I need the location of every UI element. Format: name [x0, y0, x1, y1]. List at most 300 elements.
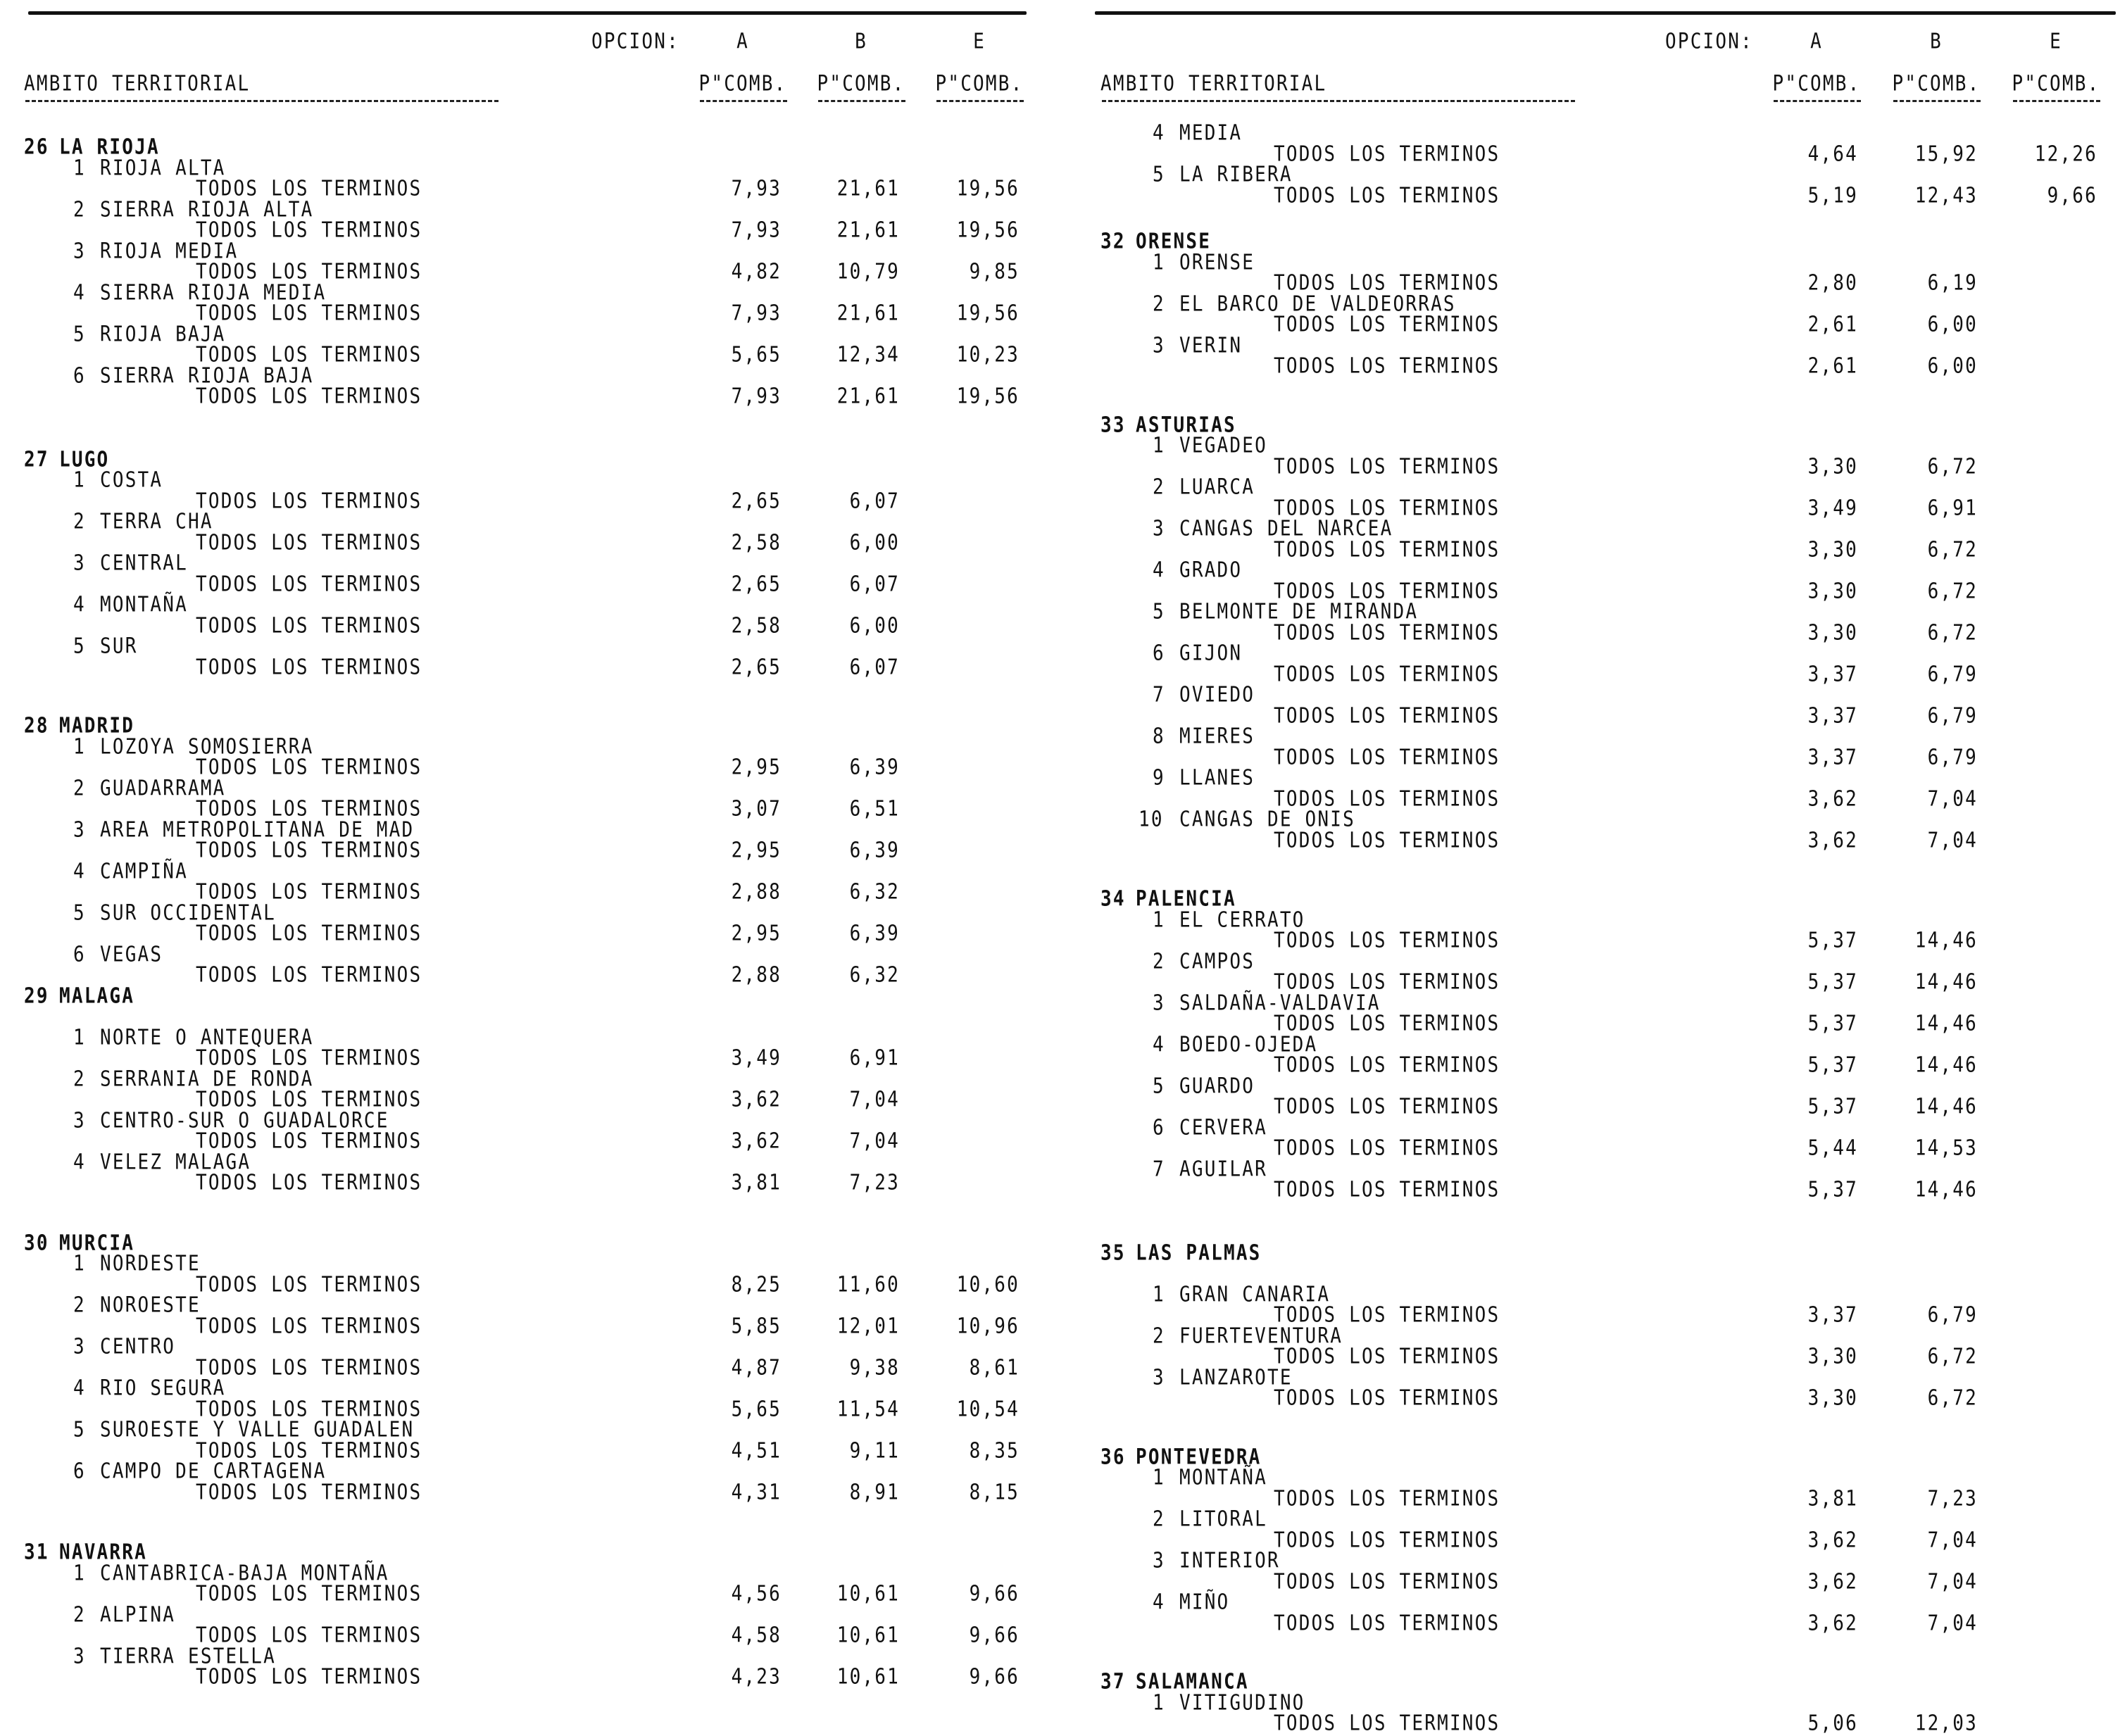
value-option-a: 2,88 [731, 880, 782, 905]
comarca-name: BOEDO-OJEDA [1179, 1032, 1318, 1057]
comarca-number: 4 [73, 859, 86, 883]
province-name: MALAGA [59, 983, 135, 1008]
terminos-label: TODOS LOS TERMINOS [1274, 141, 1500, 166]
value-option-b: 6,72 [1927, 1386, 1978, 1411]
comarca-number: 4 [73, 280, 86, 305]
value-option-a: 3,37 [1807, 745, 1858, 769]
comarca-name: RIO SEGURA [100, 1376, 226, 1401]
comarca-number: 5 [1153, 163, 1165, 187]
comarca-name: TERRA CHA [100, 510, 213, 534]
value-option-b: 9,11 [849, 1438, 900, 1463]
comarca-number: 1 [1153, 907, 1165, 932]
value-option-a: 2,80 [1807, 271, 1858, 296]
value-option-b: 6,07 [849, 655, 900, 679]
comarca-number: 7 [1153, 683, 1165, 707]
value-option-b: 7,04 [1927, 1569, 1978, 1594]
province-code: 30 [24, 1231, 49, 1255]
terminos-label: TODOS LOS TERMINOS [1274, 662, 1500, 686]
value-option-a: 3,07 [731, 797, 782, 822]
comarca-name: RIOJA BAJA [100, 322, 226, 346]
value-option-b: 14,46 [1914, 1012, 1978, 1036]
header-underline [1102, 100, 1575, 102]
value-option-a: 2,61 [1807, 354, 1858, 379]
terminos-label: TODOS LOS TERMINOS [196, 1623, 422, 1648]
comarca-name: CENTRO [100, 1335, 176, 1359]
value-option-b: 6,32 [849, 963, 900, 988]
comarca-number: 3 [1153, 1549, 1165, 1573]
value-option-b: 7,04 [1927, 828, 1978, 853]
comarca-number: 3 [73, 1644, 86, 1668]
province-name: SALAMANCA [1136, 1670, 1249, 1694]
terminos-label: TODOS LOS TERMINOS [196, 1355, 422, 1380]
value-option-a: 4,51 [731, 1438, 782, 1463]
value-option-b: 12,03 [1914, 1711, 1978, 1736]
terminos-label: TODOS LOS TERMINOS [196, 301, 422, 326]
comarca-name: GRADO [1179, 558, 1243, 583]
value-option-a: 7,93 [731, 301, 782, 326]
value-option-a: 2,95 [731, 755, 782, 780]
value-option-e: 19,56 [956, 301, 1020, 326]
ambito-territorial-header: AMBITO TERRITORIAL [24, 72, 251, 96]
province-code: 31 [24, 1540, 49, 1565]
value-option-a: 2,95 [731, 838, 782, 863]
comarca-name: MEDIA [1179, 121, 1243, 146]
terminos-label: TODOS LOS TERMINOS [1274, 1012, 1500, 1036]
province-name: LAS PALMAS [1136, 1240, 1262, 1265]
left-page-column [0, 0, 1056, 1690]
value-option-b: 10,61 [836, 1623, 900, 1648]
value-option-b: 14,46 [1914, 1095, 1978, 1119]
value-option-b: 6,79 [1927, 662, 1978, 686]
header-underline [700, 100, 787, 102]
value-option-e: 19,56 [956, 218, 1020, 243]
comarca-number: 3 [1153, 990, 1165, 1015]
comarca-number: 7 [1153, 1157, 1165, 1181]
terminos-label: TODOS LOS TERMINOS [196, 1397, 422, 1421]
terminos-label: TODOS LOS TERMINOS [1274, 183, 1500, 208]
comarca-name: MONTAÑA [100, 593, 188, 617]
comarca-name: MIÑO [1179, 1590, 1230, 1615]
value-option-b: 10,61 [836, 1665, 900, 1690]
comarca-number: 4 [73, 1376, 86, 1401]
comarca-name: VERIN [1179, 333, 1243, 358]
comarca-name: GUADARRAMA [100, 776, 226, 800]
option-a-header: A [1810, 30, 1823, 54]
value-option-b: 21,61 [836, 218, 900, 243]
comarca-name: GUARDO [1179, 1074, 1255, 1098]
terminos-label: TODOS LOS TERMINOS [196, 489, 422, 513]
comarca-name: CAMPO DE CARTAGENA [100, 1459, 327, 1484]
comarca-number: 2 [1153, 1507, 1165, 1532]
header-underline [936, 100, 1024, 102]
value-option-b: 14,53 [1914, 1136, 1978, 1161]
terminos-label: TODOS LOS TERMINOS [196, 1480, 422, 1504]
comarca-name: SERRANIA DE RONDA [100, 1067, 314, 1091]
pcomb-b-header: P"COMB. [1892, 72, 1981, 96]
value-option-e: 8,15 [969, 1480, 1020, 1504]
province-name: LA RIOJA [59, 135, 160, 160]
terminos-label: TODOS LOS TERMINOS [1274, 786, 1500, 811]
value-option-a: 3,81 [1807, 1486, 1858, 1511]
value-option-e: 8,61 [969, 1355, 1020, 1380]
comarca-number: 2 [73, 1293, 86, 1318]
value-option-b: 6,79 [1927, 745, 1978, 769]
value-option-a: 8,25 [731, 1272, 782, 1297]
pcomb-a-header: P"COMB. [1772, 72, 1861, 96]
comarca-number: 5 [73, 1418, 86, 1442]
terminos-label: TODOS LOS TERMINOS [196, 655, 422, 679]
value-option-e: 10,60 [956, 1272, 1020, 1297]
province-name: MURCIA [59, 1231, 135, 1255]
option-b-header: B [855, 30, 867, 54]
comarca-name: SUR OCCIDENTAL [100, 900, 276, 925]
province-code: 26 [24, 135, 49, 160]
comarca-name: VEGAS [100, 942, 163, 967]
terminos-label: TODOS LOS TERMINOS [196, 838, 422, 863]
value-option-a: 4,56 [731, 1582, 782, 1606]
terminos-label: TODOS LOS TERMINOS [1274, 1486, 1500, 1511]
comarca-name: GIJON [1179, 641, 1243, 666]
terminos-label: TODOS LOS TERMINOS [196, 1046, 422, 1071]
value-option-a: 3,49 [731, 1046, 782, 1071]
comarca-name: SUR [100, 634, 138, 659]
value-option-e: 9,66 [969, 1665, 1020, 1690]
comarca-number: 6 [1153, 1115, 1165, 1140]
comarca-number: 1 [73, 156, 86, 180]
option-e-header: E [973, 30, 986, 54]
value-option-a: 2,61 [1807, 313, 1858, 337]
comarca-name: COSTA [100, 468, 163, 493]
comarca-name: CERVERA [1179, 1115, 1267, 1140]
province-code: 35 [1100, 1240, 1126, 1265]
value-option-a: 4,31 [731, 1480, 782, 1504]
province-name: PONTEVEDRA [1136, 1445, 1262, 1469]
value-option-b: 21,61 [836, 301, 900, 326]
terminos-label: TODOS LOS TERMINOS [196, 1129, 422, 1154]
value-option-a: 3,37 [1807, 1303, 1858, 1328]
value-option-e: 19,56 [956, 384, 1020, 409]
comarca-name: CAMPIÑA [100, 859, 188, 883]
comarca-name: CENTRAL [100, 551, 188, 576]
value-option-e: 8,35 [969, 1438, 1020, 1463]
comarca-number: 4 [73, 1150, 86, 1174]
comarca-name: RIOJA ALTA [100, 156, 226, 180]
value-option-a: 2,65 [731, 489, 782, 513]
terminos-label: TODOS LOS TERMINOS [1274, 1528, 1500, 1552]
value-option-b: 7,04 [849, 1129, 900, 1154]
comarca-number: 5 [73, 900, 86, 925]
value-option-a: 3,62 [731, 1129, 782, 1154]
terminos-label: TODOS LOS TERMINOS [1274, 271, 1500, 296]
value-option-b: 6,00 [849, 613, 900, 638]
value-option-a: 3,62 [1807, 1611, 1858, 1635]
value-option-b: 6,32 [849, 880, 900, 905]
value-option-e: 19,56 [956, 177, 1020, 201]
terminos-label: TODOS LOS TERMINOS [1274, 1303, 1500, 1328]
value-option-b: 6,07 [849, 489, 900, 513]
comarca-number: 6 [73, 1459, 86, 1484]
value-option-b: 10,79 [836, 260, 900, 284]
comarca-number: 1 [1153, 1690, 1165, 1715]
value-option-a: 5,37 [1807, 929, 1858, 953]
value-option-b: 6,39 [849, 838, 900, 863]
terminos-label: TODOS LOS TERMINOS [1274, 1053, 1500, 1078]
comarca-number: 5 [73, 322, 86, 346]
value-option-b: 14,46 [1914, 929, 1978, 953]
value-option-a: 2,58 [731, 530, 782, 555]
value-option-a: 5,37 [1807, 1095, 1858, 1119]
value-option-b: 7,04 [849, 1088, 900, 1112]
header-underline [818, 100, 905, 102]
comarca-name: LITORAL [1179, 1507, 1267, 1532]
province-name: ASTURIAS [1136, 413, 1236, 437]
ambito-territorial-header: AMBITO TERRITORIAL [1100, 72, 1327, 96]
value-option-b: 6,00 [1927, 354, 1978, 379]
comarca-name: CANTABRICA-BAJA MONTAÑA [100, 1561, 389, 1585]
value-option-a: 3,30 [1807, 1345, 1858, 1369]
terminos-label: TODOS LOS TERMINOS [1274, 745, 1500, 769]
terminos-label: TODOS LOS TERMINOS [196, 260, 422, 284]
header-underline [1774, 100, 1861, 102]
value-option-b: 21,61 [836, 177, 900, 201]
value-option-a: 3,81 [731, 1171, 782, 1195]
comarca-name: CAMPOS [1179, 949, 1255, 974]
value-option-a: 3,30 [1807, 620, 1858, 645]
value-option-a: 5,06 [1807, 1711, 1858, 1736]
comarca-number: 3 [73, 1108, 86, 1133]
province-code: 34 [1100, 887, 1126, 912]
comarca-name: EL BARCO DE VALDEORRAS [1179, 291, 1456, 316]
pcomb-e-header: P"COMB. [2012, 72, 2100, 96]
value-option-e: 12,26 [2034, 141, 2097, 166]
value-option-b: 11,60 [836, 1272, 900, 1297]
terminos-label: TODOS LOS TERMINOS [1274, 1178, 1500, 1202]
comarca-name: AGUILAR [1179, 1157, 1267, 1181]
comarca-number: 1 [73, 1252, 86, 1276]
comarca-name: CANGAS DE ONIS [1179, 807, 1355, 832]
province-code: 29 [24, 983, 49, 1008]
value-option-b: 6,19 [1927, 271, 1978, 296]
value-option-a: 5,65 [731, 1397, 782, 1421]
comarca-number: 10 [1139, 807, 1164, 832]
value-option-b: 6,07 [849, 572, 900, 596]
province-code: 27 [24, 447, 49, 472]
comarca-name: SIERRA RIOJA ALTA [100, 197, 314, 222]
value-option-b: 9,38 [849, 1355, 900, 1380]
header-underline [2013, 100, 2100, 102]
value-option-b: 11,54 [836, 1397, 900, 1421]
terminos-label: TODOS LOS TERMINOS [196, 755, 422, 780]
comarca-number: 1 [1153, 1282, 1165, 1307]
option-b-header: B [1930, 30, 1943, 54]
province-code: 36 [1100, 1445, 1126, 1469]
value-option-b: 7,23 [1927, 1486, 1978, 1511]
value-option-a: 3,30 [1807, 454, 1858, 479]
value-option-a: 3,62 [731, 1088, 782, 1112]
terminos-label: TODOS LOS TERMINOS [1274, 454, 1500, 479]
comarca-number: 5 [1153, 1074, 1165, 1098]
terminos-label: TODOS LOS TERMINOS [1274, 354, 1500, 379]
comarca-number: 1 [1153, 1466, 1165, 1490]
terminos-label: TODOS LOS TERMINOS [196, 1582, 422, 1606]
terminos-label: TODOS LOS TERMINOS [196, 572, 422, 596]
right-page-column [1088, 0, 2120, 1736]
terminos-label: TODOS LOS TERMINOS [196, 963, 422, 988]
comarca-number: 1 [73, 734, 86, 759]
comarca-number: 4 [1153, 1032, 1165, 1057]
terminos-label: TODOS LOS TERMINOS [196, 1272, 422, 1297]
comarca-number: 6 [73, 942, 86, 967]
comarca-name: SALDAÑA-VALDAVIA [1179, 990, 1381, 1015]
value-option-e: 9,66 [969, 1582, 1020, 1606]
comarca-name: GRAN CANARIA [1179, 1282, 1331, 1307]
value-option-b: 6,72 [1927, 1345, 1978, 1369]
value-option-b: 6,79 [1927, 1303, 1978, 1328]
terminos-label: TODOS LOS TERMINOS [1274, 579, 1500, 603]
comarca-name: FUERTEVENTURA [1179, 1323, 1343, 1348]
comarca-number: 4 [1153, 558, 1165, 583]
comarca-number: 4 [1153, 1590, 1165, 1615]
terminos-label: TODOS LOS TERMINOS [1274, 1569, 1500, 1594]
comarca-name: NOROESTE [100, 1293, 201, 1318]
value-option-b: 7,04 [1927, 1611, 1978, 1635]
pcomb-b-header: P"COMB. [817, 72, 905, 96]
value-option-b: 6,72 [1927, 579, 1978, 603]
comarca-number: 3 [1153, 1365, 1165, 1390]
comarca-number: 1 [1153, 434, 1165, 458]
value-option-a: 3,30 [1807, 537, 1858, 562]
value-option-b: 6,91 [1927, 496, 1978, 520]
value-option-e: 10,23 [956, 343, 1020, 367]
comarca-number: 3 [73, 1335, 86, 1359]
province-name: ORENSE [1136, 229, 1212, 254]
value-option-b: 7,23 [849, 1171, 900, 1195]
value-option-a: 5,37 [1807, 1178, 1858, 1202]
value-option-a: 4,64 [1807, 141, 1858, 166]
value-option-a: 3,30 [1807, 579, 1858, 603]
comarca-name: OVIEDO [1179, 683, 1255, 707]
province-name: PALENCIA [1136, 887, 1236, 912]
comarca-name: LUARCA [1179, 475, 1255, 500]
value-option-a: 5,85 [731, 1314, 782, 1338]
comarca-name: MIERES [1179, 724, 1255, 749]
terminos-label: TODOS LOS TERMINOS [196, 1314, 422, 1338]
province-code: 28 [24, 714, 49, 738]
terminos-label: TODOS LOS TERMINOS [196, 1438, 422, 1463]
header-underline [1893, 100, 1981, 102]
comarca-name: MONTAÑA [1179, 1466, 1267, 1490]
terminos-label: TODOS LOS TERMINOS [196, 922, 422, 946]
comarca-name: RIOJA MEDIA [100, 239, 239, 263]
comarca-number: 2 [1153, 1323, 1165, 1348]
terminos-label: TODOS LOS TERMINOS [1274, 970, 1500, 995]
value-option-b: 7,04 [1927, 1528, 1978, 1552]
comarca-number: 6 [73, 363, 86, 388]
value-option-e: 9,66 [2047, 183, 2097, 208]
pcomb-e-header: P"COMB. [935, 72, 1024, 96]
province-code: 37 [1100, 1670, 1126, 1694]
comarca-name: INTERIOR [1179, 1549, 1280, 1573]
value-option-b: 15,92 [1914, 141, 1978, 166]
value-option-e: 9,85 [969, 260, 1020, 284]
value-option-a: 7,93 [731, 177, 782, 201]
comarca-name: ALPINA [100, 1602, 176, 1627]
value-option-e: 9,66 [969, 1623, 1020, 1648]
value-option-a: 3,37 [1807, 662, 1858, 686]
comarca-number: 2 [1153, 949, 1165, 974]
terminos-label: TODOS LOS TERMINOS [196, 797, 422, 822]
value-option-a: 3,62 [1807, 828, 1858, 853]
value-option-b: 12,01 [836, 1314, 900, 1338]
value-option-b: 12,43 [1914, 183, 1978, 208]
province-code: 33 [1100, 413, 1126, 437]
comarca-number: 1 [73, 1561, 86, 1585]
terminos-label: TODOS LOS TERMINOS [1274, 313, 1500, 337]
option-a-header: A [736, 30, 749, 54]
comarca-name: VEGADEO [1179, 434, 1267, 458]
value-option-a: 3,62 [1807, 786, 1858, 811]
value-option-e: 10,54 [956, 1397, 1020, 1421]
comarca-number: 6 [1153, 641, 1165, 666]
comarca-number: 4 [1153, 121, 1165, 146]
value-option-b: 14,46 [1914, 970, 1978, 995]
value-option-a: 5,37 [1807, 1053, 1858, 1078]
value-option-b: 6,00 [849, 530, 900, 555]
value-option-a: 4,87 [731, 1355, 782, 1380]
comarca-name: VITIGUDINO [1179, 1690, 1305, 1715]
value-option-b: 8,91 [849, 1480, 900, 1504]
comarca-number: 5 [73, 634, 86, 659]
terminos-label: TODOS LOS TERMINOS [1274, 1611, 1500, 1635]
province-name: MADRID [59, 714, 135, 738]
value-option-a: 3,30 [1807, 1386, 1858, 1411]
comarca-number: 3 [1153, 333, 1165, 358]
comarca-number: 2 [73, 776, 86, 800]
terminos-label: TODOS LOS TERMINOS [1274, 620, 1500, 645]
comarca-name: SIERRA RIOJA MEDIA [100, 280, 327, 305]
value-option-a: 2,88 [731, 963, 782, 988]
opcion-label: OPCION: [1665, 30, 1753, 54]
comarca-number: 2 [73, 1602, 86, 1627]
comarca-name: LA RIBERA [1179, 163, 1293, 187]
terminos-label: TODOS LOS TERMINOS [196, 1088, 422, 1112]
terminos-label: TODOS LOS TERMINOS [1274, 1095, 1500, 1119]
province-code: 32 [1100, 229, 1126, 254]
comarca-name: LOZOYA SOMOSIERRA [100, 734, 314, 759]
terminos-label: TODOS LOS TERMINOS [196, 613, 422, 638]
comarca-name: TIERRA ESTELLA [100, 1644, 276, 1668]
value-option-b: 7,04 [1927, 786, 1978, 811]
comarca-number: 1 [1153, 250, 1165, 275]
value-option-b: 14,46 [1914, 1053, 1978, 1078]
option-e-header: E [2050, 30, 2062, 54]
comarca-number: 3 [73, 239, 86, 263]
comarca-name: SUROESTE Y VALLE GUADALEN [100, 1418, 415, 1442]
terminos-label: TODOS LOS TERMINOS [196, 343, 422, 367]
terminos-label: TODOS LOS TERMINOS [1274, 1711, 1500, 1736]
terminos-label: TODOS LOS TERMINOS [1274, 828, 1500, 853]
value-option-a: 4,23 [731, 1665, 782, 1690]
province-name: NAVARRA [59, 1540, 147, 1565]
value-option-a: 5,37 [1807, 970, 1858, 995]
header-underline [25, 100, 498, 102]
terminos-label: TODOS LOS TERMINOS [196, 530, 422, 555]
value-option-a: 2,65 [731, 655, 782, 679]
value-option-b: 12,34 [836, 343, 900, 367]
value-option-a: 4,58 [731, 1623, 782, 1648]
value-option-b: 21,61 [836, 384, 900, 409]
value-option-b: 6,91 [849, 1046, 900, 1071]
